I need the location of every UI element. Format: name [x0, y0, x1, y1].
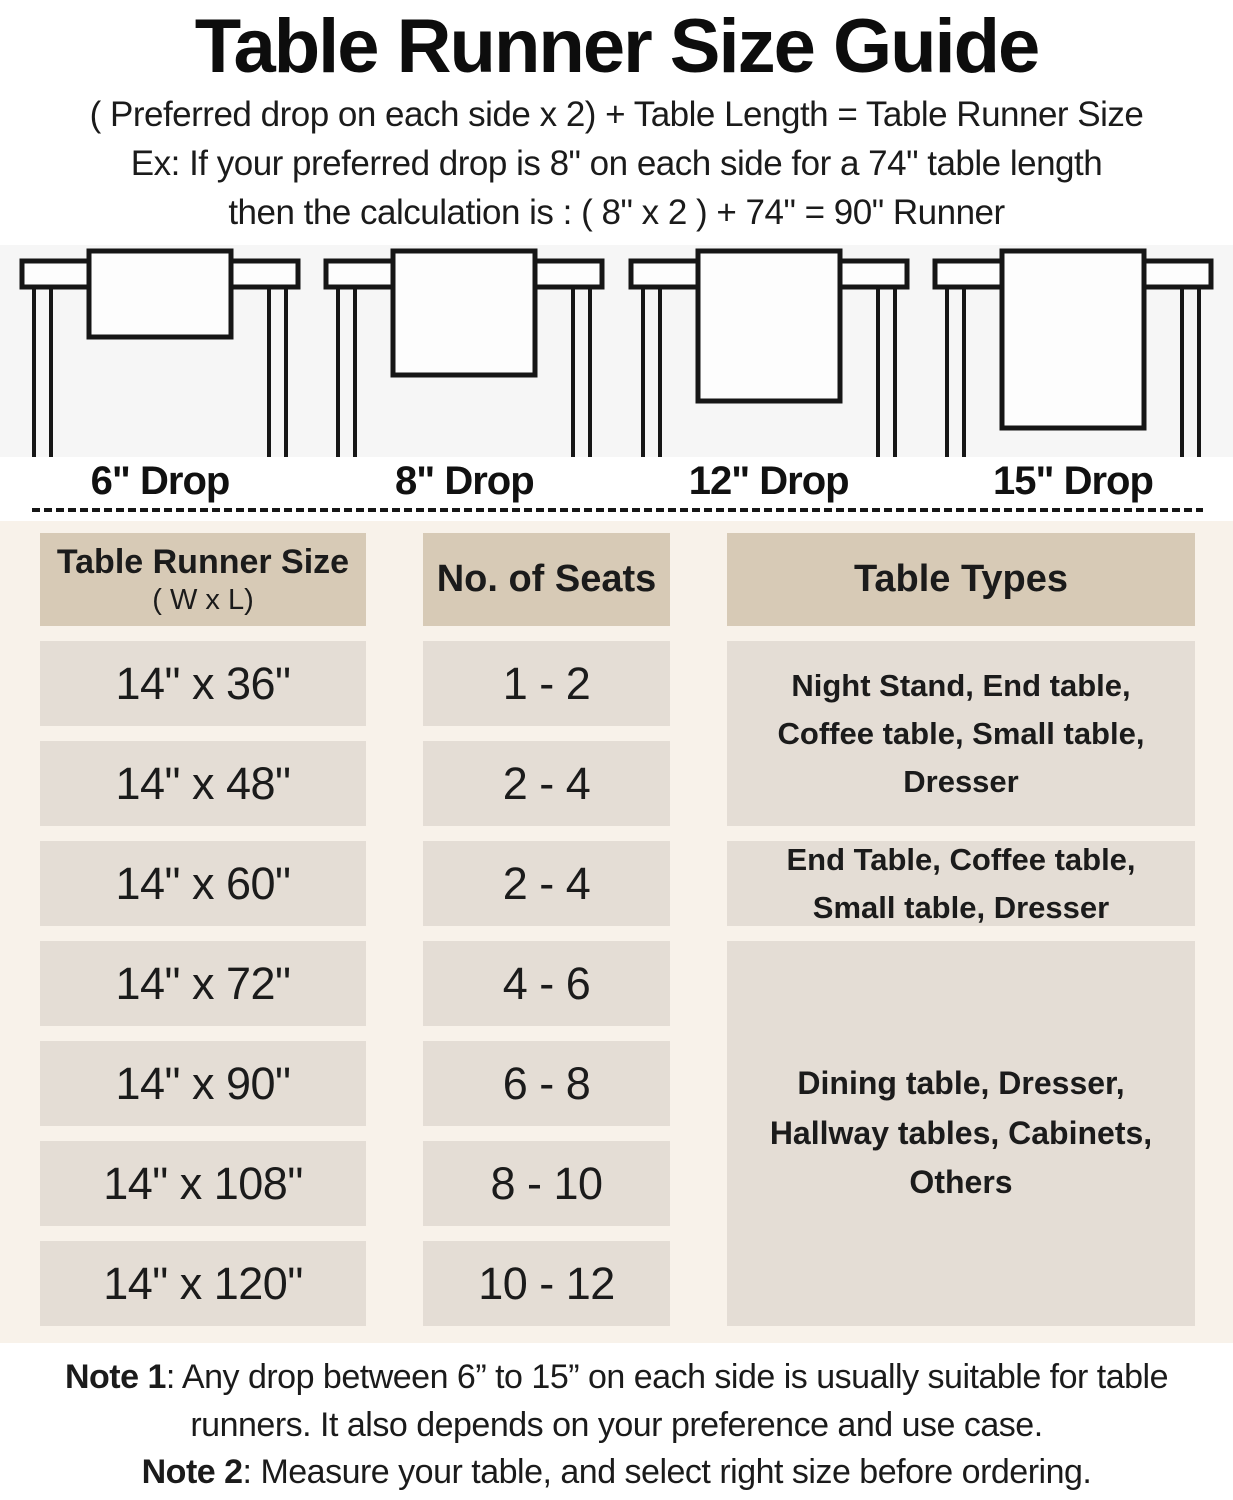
runner-size-cell: 14" x 72": [40, 941, 366, 1026]
header-runner-size-line1: Table Runner Size: [56, 542, 350, 581]
table-types-group-large: [727, 941, 1195, 1326]
runner-size-cell: 14" x 90": [40, 1041, 366, 1126]
table-types-text: End Table, Coffee table, Small table, Dresser: [786, 841, 1136, 925]
size-grid: [0, 533, 1233, 1326]
runner-rect: [393, 251, 535, 375]
example-line-1: Ex: If your preferred drop is 8" on each side for a 74" table length: [130, 144, 1103, 184]
drop-labels-row: [0, 459, 1233, 504]
drop-label-12in: 12" Drop: [688, 459, 849, 504]
table-types-group-small: [727, 641, 1195, 826]
seats-cell: 10 - 12: [423, 1241, 670, 1326]
note-1-label: Note 1: [64, 1358, 166, 1397]
header-runner-size-line2: ( W x L): [152, 583, 254, 616]
example-line-2: then the calculation is : ( 8" x 2 ) + 74" = 90" Runner: [228, 193, 1005, 233]
runner-size-cell: 14" x 36": [40, 641, 366, 726]
size-table-section: [0, 521, 1233, 1343]
table-illustration-12in-drop: [619, 245, 919, 457]
table-illustration-15in-drop: [923, 245, 1223, 457]
runner-rect: [698, 251, 840, 401]
header-table-types: Table Types: [727, 533, 1195, 626]
runner-size-cell: 14" x 60": [40, 841, 366, 926]
notes: [0, 1354, 1233, 1497]
drop-label-6in: 6" Drop: [90, 459, 230, 504]
seats-cell: 6 - 8: [423, 1041, 670, 1126]
note-2-label: Note 2: [141, 1453, 243, 1492]
drop-label-15in: 15" Drop: [993, 459, 1153, 504]
seats-cell: 1 - 2: [423, 641, 670, 726]
runner-size-cell: 14" x 108": [40, 1141, 366, 1226]
runner-rect: [89, 251, 231, 337]
seats-cell: 2 - 4: [423, 741, 670, 826]
table-types-group-medium: [727, 841, 1195, 926]
note-1: [6, 1354, 1227, 1449]
table-types-text: Dining table, Dresser, Hallway tables, Cabinets, Others: [769, 1065, 1153, 1201]
seats-cell: 8 - 10: [423, 1141, 670, 1226]
dashed-divider: [32, 508, 1203, 512]
runner-rect: [1002, 251, 1144, 428]
formula-text: ( Preferred drop on each side x 2) + Table Length = Table Runner Size: [89, 95, 1144, 135]
table-types-text: Night Stand, End table, Coffee table, Small table, Dresser: [777, 667, 1145, 799]
runner-size-cell: 14" x 48": [40, 741, 366, 826]
drop-illustrations: [0, 245, 1233, 457]
note-2: [6, 1449, 1227, 1497]
table-illustration-6in-drop: [10, 245, 310, 457]
note-1-text: : Any drop between 6” to 15” on each side is usually suitable for table runners. It also depends on your preference and use case.: [165, 1358, 1169, 1444]
seats-cell: 4 - 6: [423, 941, 670, 1026]
header: [0, 0, 1233, 233]
page-title: Table Runner Size Guide: [194, 4, 1039, 89]
header-seats: No. of Seats: [423, 533, 670, 626]
seats-cell: 2 - 4: [423, 841, 670, 926]
runner-size-cell: 14" x 120": [40, 1241, 366, 1326]
note-2-text: : Measure your table, and select right size before ordering.: [242, 1453, 1092, 1492]
header-runner-size: [40, 533, 366, 626]
table-illustration-8in-drop: [314, 245, 614, 457]
drop-label-8in: 8" Drop: [395, 459, 534, 504]
